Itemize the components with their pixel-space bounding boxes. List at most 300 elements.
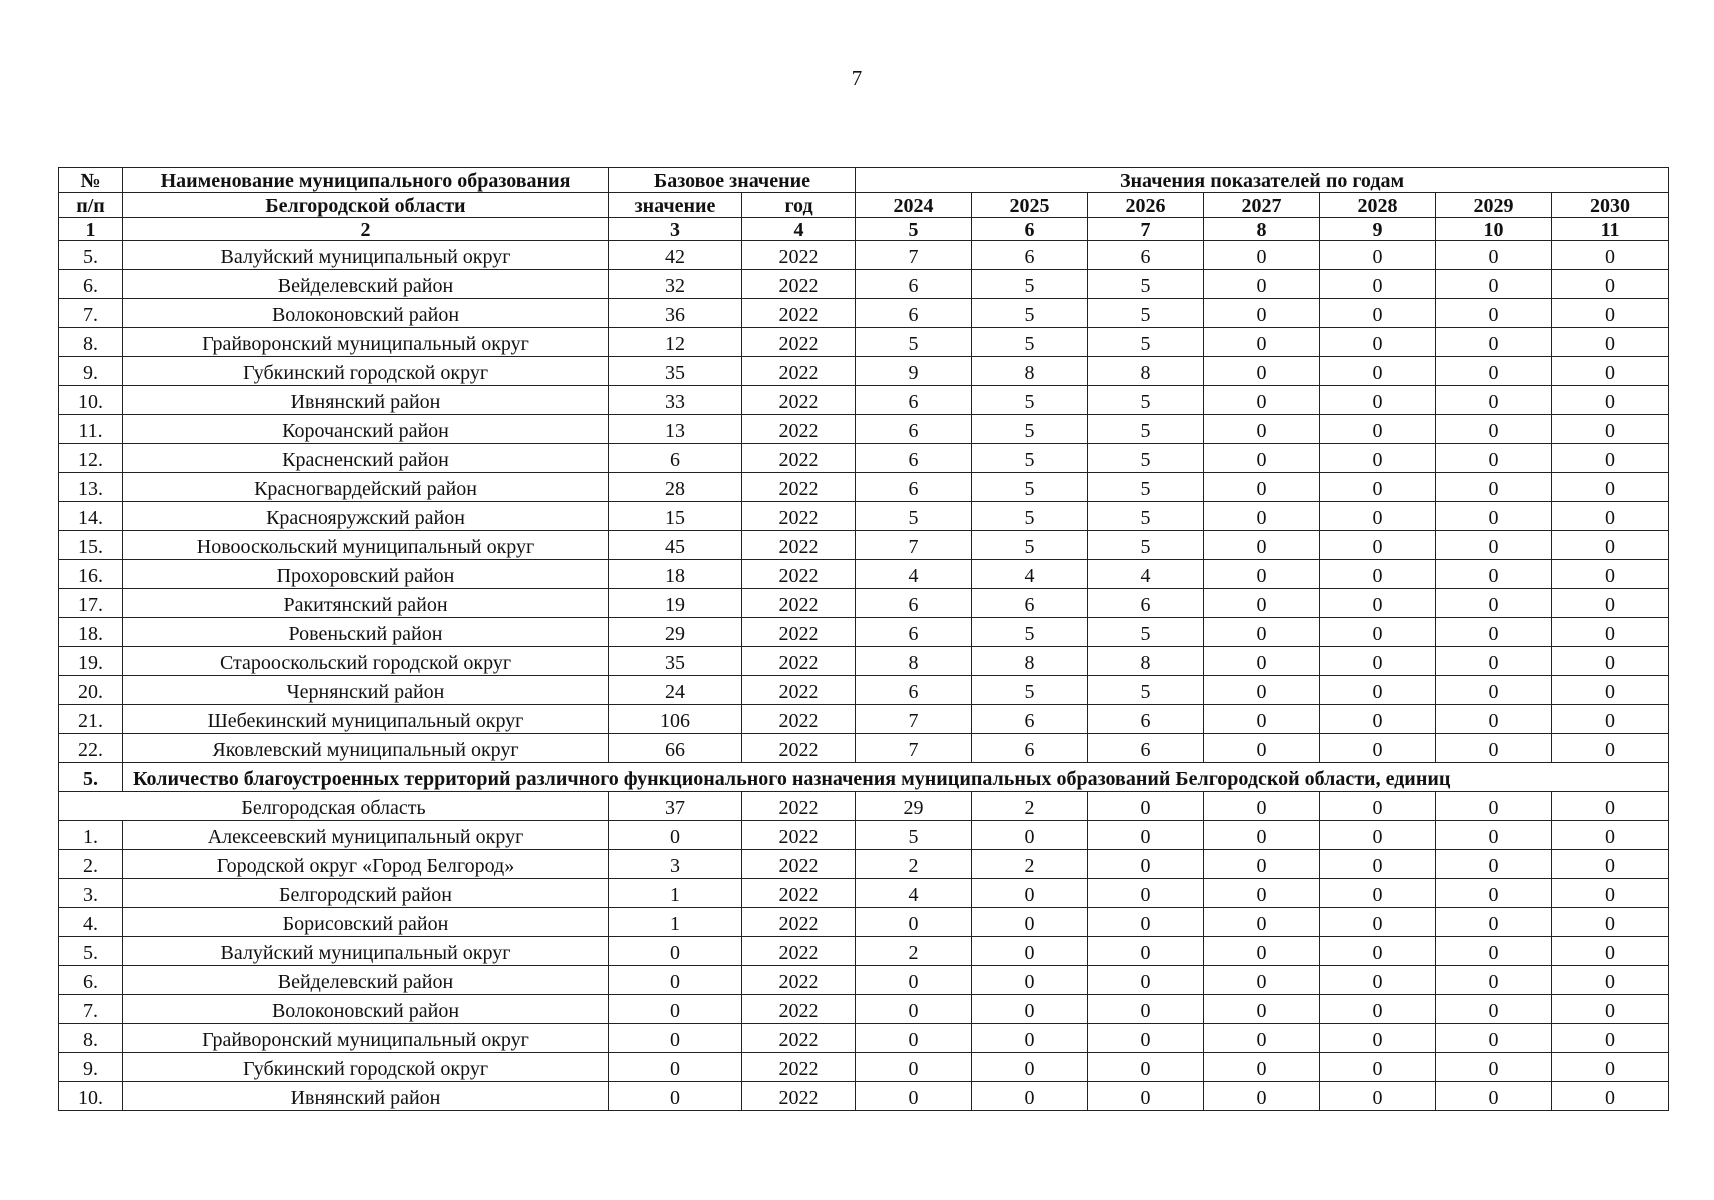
year-value: 0 (1320, 966, 1436, 995)
municipality-name: Яковлевский муниципальный округ (123, 734, 609, 763)
year-value: 0 (1436, 589, 1552, 618)
municipality-name: Ровеньский район (123, 618, 609, 647)
year-value: 0 (1552, 473, 1669, 502)
year-value: 0 (1552, 618, 1669, 647)
year-value: 0 (1436, 850, 1552, 879)
year-value: 0 (1436, 821, 1552, 850)
year-value: 6 (856, 618, 972, 647)
column-number: 8 (1204, 218, 1320, 241)
year-value: 0 (1436, 676, 1552, 705)
year-value: 0 (1204, 299, 1320, 328)
base-value: 28 (609, 473, 742, 502)
table-body-part1 (59, 241, 1669, 763)
year-value: 5 (856, 821, 972, 850)
year-value: 6 (856, 270, 972, 299)
year-value: 0 (856, 908, 972, 937)
row-number: 8. (59, 328, 123, 357)
year-value: 0 (1204, 618, 1320, 647)
row-number: 13. (59, 473, 123, 502)
municipality-name: Шебекинский муниципальный округ (123, 705, 609, 734)
year-value: 0 (1204, 908, 1320, 937)
base-value: 18 (609, 560, 742, 589)
year-value: 0 (1552, 705, 1669, 734)
year-value: 0 (856, 1053, 972, 1082)
year-value: 7 (856, 734, 972, 763)
table-row (59, 444, 1669, 473)
base-value: 0 (609, 966, 742, 995)
year-value: 0 (1552, 850, 1669, 879)
year-value: 4 (972, 560, 1088, 589)
table-row (59, 937, 1669, 966)
year-value: 0 (972, 908, 1088, 937)
total-row-value: 0 (1204, 792, 1320, 821)
year-value: 5 (972, 299, 1088, 328)
column-number: 3 (609, 218, 742, 241)
municipality-name: Волоконовский район (123, 299, 609, 328)
base-value: 0 (609, 1053, 742, 1082)
table-row (59, 705, 1669, 734)
year-value: 6 (972, 705, 1088, 734)
year-value: 0 (1552, 879, 1669, 908)
row-number: 7. (59, 299, 123, 328)
year-value: 0 (1320, 531, 1436, 560)
column-number: 5 (856, 218, 972, 241)
year-value: 0 (1320, 676, 1436, 705)
year-value: 0 (1204, 705, 1320, 734)
year-value: 0 (1320, 1082, 1436, 1111)
year-value: 0 (1320, 705, 1436, 734)
base-year: 2022 (742, 995, 856, 1024)
table-row (59, 589, 1669, 618)
year-value: 0 (1204, 589, 1320, 618)
year-value: 0 (1204, 850, 1320, 879)
year-value: 0 (1552, 1082, 1669, 1111)
year-value: 0 (1320, 618, 1436, 647)
base-year: 2022 (742, 270, 856, 299)
year-value: 6 (972, 589, 1088, 618)
page-number: 7 (851, 66, 863, 90)
municipality-name: Прохоровский район (123, 560, 609, 589)
year-value: 0 (1204, 560, 1320, 589)
year-value: 5 (972, 270, 1088, 299)
row-number: 5. (59, 241, 123, 270)
municipality-name: Новооскольский муниципальный округ (123, 531, 609, 560)
year-value: 0 (972, 1053, 1088, 1082)
row-number: 15. (59, 531, 123, 560)
year-value: 0 (1552, 1053, 1669, 1082)
year-value: 4 (856, 560, 972, 589)
total-row-value: 29 (856, 792, 972, 821)
total-row-base-year: 2022 (742, 792, 856, 821)
year-value: 8 (972, 357, 1088, 386)
year-value: 0 (1320, 647, 1436, 676)
year-value: 6 (1088, 734, 1204, 763)
year-value: 0 (1436, 270, 1552, 299)
year-value: 0 (1436, 966, 1552, 995)
year-value: 0 (1088, 850, 1204, 879)
year-value: 0 (1204, 531, 1320, 560)
year-value: 0 (1320, 821, 1436, 850)
base-value: 0 (609, 1082, 742, 1111)
year-value: 0 (1320, 937, 1436, 966)
year-value: 6 (856, 444, 972, 473)
base-year: 2022 (742, 1053, 856, 1082)
year-value: 2 (856, 937, 972, 966)
year-value: 0 (1204, 1053, 1320, 1082)
table-row (59, 676, 1669, 705)
column-number: 9 (1320, 218, 1436, 241)
base-year: 2022 (742, 386, 856, 415)
year-value: 0 (1436, 502, 1552, 531)
year-value: 0 (1320, 734, 1436, 763)
year-value: 4 (856, 879, 972, 908)
column-number: 1 (59, 218, 123, 241)
base-year: 2022 (742, 1082, 856, 1111)
indicators-table (58, 167, 1669, 1111)
year-value: 0 (1204, 386, 1320, 415)
base-value: 1 (609, 879, 742, 908)
year-value: 5 (1088, 473, 1204, 502)
header-year-2026: 2026 (1088, 193, 1204, 218)
base-year: 2022 (742, 357, 856, 386)
base-value: 0 (609, 937, 742, 966)
base-year: 2022 (742, 821, 856, 850)
year-value: 0 (1320, 995, 1436, 1024)
header-value: значение (609, 193, 742, 218)
table-row (59, 473, 1669, 502)
header-base-value: Базовое значение (609, 168, 856, 193)
base-year: 2022 (742, 850, 856, 879)
year-value: 0 (1436, 299, 1552, 328)
table-row (59, 618, 1669, 647)
year-value: 0 (1088, 879, 1204, 908)
year-value: 0 (1552, 647, 1669, 676)
total-row-name: Белгородская область (59, 792, 609, 821)
section-header (59, 763, 1669, 821)
year-value: 0 (1552, 270, 1669, 299)
row-number: 20. (59, 676, 123, 705)
table-row (59, 995, 1669, 1024)
year-value: 0 (1436, 328, 1552, 357)
base-value: 32 (609, 270, 742, 299)
row-number: 12. (59, 444, 123, 473)
base-year: 2022 (742, 937, 856, 966)
year-value: 0 (972, 937, 1088, 966)
header-year-2027: 2027 (1204, 193, 1320, 218)
year-value: 0 (1204, 676, 1320, 705)
year-value: 5 (856, 328, 972, 357)
year-value: 0 (972, 966, 1088, 995)
year-value: 5 (1088, 502, 1204, 531)
year-value: 0 (972, 879, 1088, 908)
year-value: 0 (1436, 734, 1552, 763)
table-row (59, 1024, 1669, 1053)
year-value: 0 (1320, 560, 1436, 589)
year-value: 0 (1204, 415, 1320, 444)
base-year: 2022 (742, 299, 856, 328)
base-year: 2022 (742, 415, 856, 444)
table-body-part2 (59, 821, 1669, 1111)
year-value: 0 (1204, 1082, 1320, 1111)
year-value: 0 (1204, 879, 1320, 908)
table-row (59, 357, 1669, 386)
base-year: 2022 (742, 560, 856, 589)
year-value: 0 (1320, 357, 1436, 386)
table-row (59, 1082, 1669, 1111)
header-year: год (742, 193, 856, 218)
year-value: 0 (1204, 502, 1320, 531)
year-value: 0 (1320, 328, 1436, 357)
year-value: 0 (1552, 676, 1669, 705)
year-value: 0 (1088, 908, 1204, 937)
year-value: 0 (1088, 1053, 1204, 1082)
year-value: 0 (972, 1082, 1088, 1111)
year-value: 6 (856, 299, 972, 328)
year-value: 0 (856, 1082, 972, 1111)
row-number: 5. (59, 937, 123, 966)
column-number: 6 (972, 218, 1088, 241)
row-number: 14. (59, 502, 123, 531)
year-value: 0 (1320, 502, 1436, 531)
row-number: 17. (59, 589, 123, 618)
year-value: 0 (856, 1024, 972, 1053)
year-value: 6 (972, 734, 1088, 763)
municipality-name: Красногвардейский район (123, 473, 609, 502)
year-value: 0 (1552, 386, 1669, 415)
municipality-name: Волоконовский район (123, 995, 609, 1024)
table-row (59, 531, 1669, 560)
year-value: 5 (1088, 444, 1204, 473)
row-number: 3. (59, 879, 123, 908)
year-value: 9 (856, 357, 972, 386)
year-value: 0 (1320, 850, 1436, 879)
year-value: 5 (972, 618, 1088, 647)
municipality-name: Ивнянский район (123, 1082, 609, 1111)
year-value: 5 (1088, 618, 1204, 647)
row-number: 4. (59, 908, 123, 937)
municipality-name: Ивнянский район (123, 386, 609, 415)
base-value: 35 (609, 357, 742, 386)
year-value: 5 (1088, 676, 1204, 705)
column-number: 10 (1436, 218, 1552, 241)
year-value: 0 (1436, 415, 1552, 444)
municipality-name: Борисовский район (123, 908, 609, 937)
year-value: 0 (1320, 299, 1436, 328)
base-year: 2022 (742, 618, 856, 647)
base-value: 0 (609, 821, 742, 850)
municipality-name: Грайворонский муниципальный округ (123, 328, 609, 357)
year-value: 0 (1204, 1024, 1320, 1053)
row-number: 6. (59, 966, 123, 995)
section-row (59, 763, 1669, 792)
year-value: 0 (1552, 734, 1669, 763)
year-value: 0 (1320, 415, 1436, 444)
table-row (59, 908, 1669, 937)
year-value: 0 (1552, 444, 1669, 473)
base-year: 2022 (742, 502, 856, 531)
column-number: 11 (1552, 218, 1669, 241)
year-value: 0 (1436, 705, 1552, 734)
year-value: 0 (1436, 995, 1552, 1024)
year-value: 0 (1436, 1053, 1552, 1082)
row-number: 21. (59, 705, 123, 734)
municipality-name: Губкинский городской округ (123, 357, 609, 386)
base-value: 15 (609, 502, 742, 531)
year-value: 0 (1204, 734, 1320, 763)
municipality-name: Губкинский городской округ (123, 1053, 609, 1082)
row-number: 10. (59, 1082, 123, 1111)
base-value: 29 (609, 618, 742, 647)
year-value: 5 (1088, 386, 1204, 415)
row-number: 11. (59, 415, 123, 444)
total-row (59, 792, 1669, 821)
base-value: 19 (609, 589, 742, 618)
year-value: 0 (1552, 357, 1669, 386)
table-row (59, 299, 1669, 328)
year-value: 0 (1320, 589, 1436, 618)
year-value: 6 (1088, 241, 1204, 270)
year-value: 7 (856, 531, 972, 560)
column-number: 4 (742, 218, 856, 241)
year-value: 7 (856, 705, 972, 734)
year-value: 0 (856, 966, 972, 995)
total-row-value: 2 (972, 792, 1088, 821)
year-value: 0 (1436, 1082, 1552, 1111)
base-year: 2022 (742, 589, 856, 618)
year-value: 6 (856, 473, 972, 502)
year-value: 0 (1436, 1024, 1552, 1053)
year-value: 5 (1088, 270, 1204, 299)
total-row-value: 0 (1088, 792, 1204, 821)
base-year: 2022 (742, 676, 856, 705)
year-value: 0 (1088, 1082, 1204, 1111)
table-row (59, 386, 1669, 415)
base-value: 0 (609, 1024, 742, 1053)
base-year: 2022 (742, 966, 856, 995)
base-year: 2022 (742, 241, 856, 270)
year-value: 0 (1552, 531, 1669, 560)
year-value: 0 (1552, 502, 1669, 531)
year-value: 0 (972, 821, 1088, 850)
year-value: 0 (1320, 270, 1436, 299)
table-row (59, 502, 1669, 531)
year-value: 0 (1088, 937, 1204, 966)
year-value: 8 (1088, 357, 1204, 386)
municipality-name: Краснояружский район (123, 502, 609, 531)
base-year: 2022 (742, 473, 856, 502)
year-value: 0 (972, 1024, 1088, 1053)
year-value: 0 (1552, 966, 1669, 995)
year-value: 0 (1436, 444, 1552, 473)
municipality-name: Грайворонский муниципальный округ (123, 1024, 609, 1053)
total-row-base-value: 37 (609, 792, 742, 821)
year-value: 5 (856, 502, 972, 531)
header-pp: п/п (59, 193, 123, 218)
year-value: 2 (856, 850, 972, 879)
year-value: 6 (972, 241, 1088, 270)
municipality-name: Валуйский муниципальный округ (123, 241, 609, 270)
section-number: 5. (59, 763, 123, 792)
year-value: 0 (1204, 444, 1320, 473)
base-year: 2022 (742, 444, 856, 473)
year-value: 6 (1088, 705, 1204, 734)
year-value: 0 (1204, 473, 1320, 502)
table-row (59, 241, 1669, 270)
year-value: 6 (856, 676, 972, 705)
row-number: 22. (59, 734, 123, 763)
row-number: 8. (59, 1024, 123, 1053)
year-value: 5 (1088, 328, 1204, 357)
header-by-years: Значения показателей по годам (856, 168, 1669, 193)
header-year-2028: 2028 (1320, 193, 1436, 218)
municipality-name: Вейделевский район (123, 270, 609, 299)
header-year-2024: 2024 (856, 193, 972, 218)
year-value: 5 (972, 473, 1088, 502)
year-value: 0 (1552, 908, 1669, 937)
year-value: 8 (856, 647, 972, 676)
column-numbers-row (59, 218, 1669, 241)
base-year: 2022 (742, 328, 856, 357)
year-value: 0 (1436, 386, 1552, 415)
year-value: 5 (1088, 299, 1204, 328)
base-value: 36 (609, 299, 742, 328)
year-value: 0 (1320, 473, 1436, 502)
year-value: 0 (1088, 821, 1204, 850)
year-value: 5 (972, 386, 1088, 415)
total-row-value: 0 (1436, 792, 1552, 821)
year-value: 6 (856, 386, 972, 415)
year-value: 0 (1320, 241, 1436, 270)
municipality-name: Ракитянский район (123, 589, 609, 618)
section-title: Количество благоустроенных территорий различного функционального назначения муниципальных образований Белгородской области, единиц (123, 763, 1669, 792)
municipality-name: Красненский район (123, 444, 609, 473)
row-number: 1. (59, 821, 123, 850)
year-value: 0 (1204, 328, 1320, 357)
base-value: 45 (609, 531, 742, 560)
year-value: 0 (1552, 937, 1669, 966)
header-name-line1: Наименование муниципального образования (123, 168, 609, 193)
year-value: 6 (1088, 589, 1204, 618)
table-row (59, 734, 1669, 763)
header-year-2025: 2025 (972, 193, 1088, 218)
base-value: 106 (609, 705, 742, 734)
year-value: 0 (1436, 560, 1552, 589)
year-value: 0 (1552, 241, 1669, 270)
base-year: 2022 (742, 705, 856, 734)
year-value: 0 (1320, 1053, 1436, 1082)
total-row-value: 0 (1552, 792, 1669, 821)
year-value: 6 (856, 415, 972, 444)
year-value: 0 (1436, 647, 1552, 676)
year-value: 0 (1436, 908, 1552, 937)
municipality-name: Корочанский район (123, 415, 609, 444)
year-value: 5 (972, 531, 1088, 560)
year-value: 0 (1436, 473, 1552, 502)
year-value: 0 (1204, 270, 1320, 299)
year-value: 5 (972, 676, 1088, 705)
year-value: 5 (972, 502, 1088, 531)
year-value: 5 (1088, 531, 1204, 560)
year-value: 0 (1204, 995, 1320, 1024)
row-number: 9. (59, 1053, 123, 1082)
year-value: 0 (1552, 560, 1669, 589)
municipality-name: Чернянский район (123, 676, 609, 705)
column-number: 2 (123, 218, 609, 241)
row-number: 9. (59, 357, 123, 386)
row-number: 2. (59, 850, 123, 879)
row-number: 19. (59, 647, 123, 676)
table-row (59, 560, 1669, 589)
